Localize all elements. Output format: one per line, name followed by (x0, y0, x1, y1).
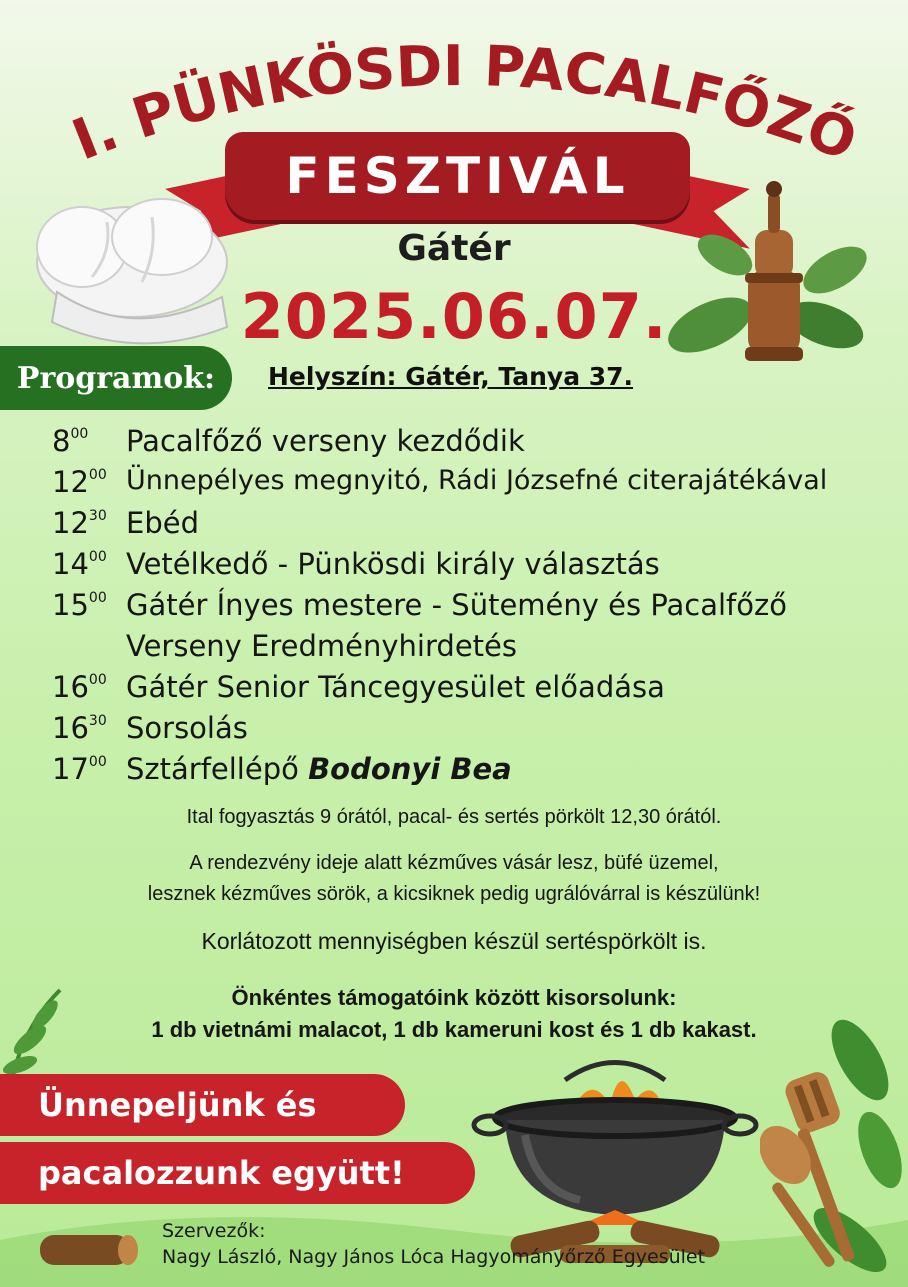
schedule-item (52, 752, 892, 793)
festival-ribbon (225, 132, 690, 220)
schedule-time: $16^{30}$ (52, 711, 107, 745)
schedule-time: $12^{00}$ (52, 465, 107, 499)
schedule-desc: Ünnepélyes megnyitó, Rádi Józsefné citerajátékával (126, 465, 828, 496)
schedule-item (52, 711, 892, 752)
schedule-time: $8^{00}$ (52, 424, 89, 458)
schedule-desc: Gátér Ínyes mestere - Sütemény és Pacalfőző (126, 588, 787, 622)
organizers-label: Szervezők: (162, 1220, 266, 1242)
schedule-time: $16^{00}$ (52, 670, 107, 704)
schedule-item (52, 670, 892, 711)
organizers (162, 1218, 705, 1270)
organizers-names: Nagy László, Nagy János Lóca Hagyományőrző Egyesület (162, 1246, 706, 1268)
cta-banner-2: pacalozzunk együtt! (0, 1142, 475, 1204)
market-info-line: lesznek kézműves sörök, a kicsiknek pedig ugrálóvárral is készülünk! (147, 883, 761, 905)
schedule-item (52, 588, 892, 629)
schedule-desc: Vetélkedő - Pünkösdi király választás (126, 547, 660, 581)
schedule-desc: Gátér Senior Táncegyesület előadása (126, 670, 665, 704)
ribbon-text: FESZTIVÁL (285, 147, 630, 205)
schedule-time: $12^{30}$ (52, 506, 107, 540)
raffle-info-line: 1 db vietnámi malacot, 1 db kameruni kost és 1 db kakast. (151, 1017, 757, 1042)
schedule-desc: Sorsolás (126, 711, 248, 745)
headliner-name: Bodonyi Bea (308, 752, 512, 786)
schedule-desc: Pacalfőző verseny kezdődik (126, 424, 525, 458)
schedule-desc: Ebéd (126, 506, 199, 540)
cta-banner-1: Ünnepeljünk és (0, 1074, 405, 1136)
schedule-list (52, 424, 892, 793)
limited-info: Korlátozott mennyiségben készül sertéspörkölt is. (201, 928, 707, 954)
schedule-item (52, 506, 892, 547)
event-date: 2025.06.07. (240, 280, 668, 353)
raffle-info-line: Önkéntes támogatóink között kisorsolunk: (231, 985, 677, 1010)
market-info (0, 848, 908, 910)
schedule-desc: Verseny Eredményhirdetés (126, 629, 517, 663)
schedule-desc: Sztárfellépő Bodonyi Bea (126, 752, 512, 786)
town-name: Gátér (397, 228, 511, 269)
schedule-item (52, 424, 892, 465)
schedule-time: $15^{00}$ (52, 588, 107, 622)
raffle-info (0, 982, 908, 1046)
schedule-item-continuation (52, 629, 892, 670)
festival-title-text: I. PÜNKÖSDI PACALFŐZŐ (63, 33, 865, 174)
chef-hat-icon (22, 192, 242, 357)
log-icon (40, 1230, 140, 1270)
schedule-time: $17^{00}$ (52, 752, 107, 786)
schedule-item (52, 547, 892, 588)
schedule-time: $14^{00}$ (52, 547, 107, 581)
programs-badge: Programok: (0, 346, 232, 410)
pepper-mill-icon (650, 175, 870, 375)
drinks-info: Ital fogyasztás 9 órától, pacal- és sertés pörkölt 12,30 órától. (186, 806, 722, 828)
schedule-item (52, 465, 892, 506)
venue-address: Helyszín: Gátér, Tanya 37. (268, 362, 634, 391)
market-info-line: A rendezvény ideje alatt kézműves vásár lesz, büfé üzemel, (189, 852, 719, 874)
wooden-spoons-icon (760, 1060, 900, 1275)
